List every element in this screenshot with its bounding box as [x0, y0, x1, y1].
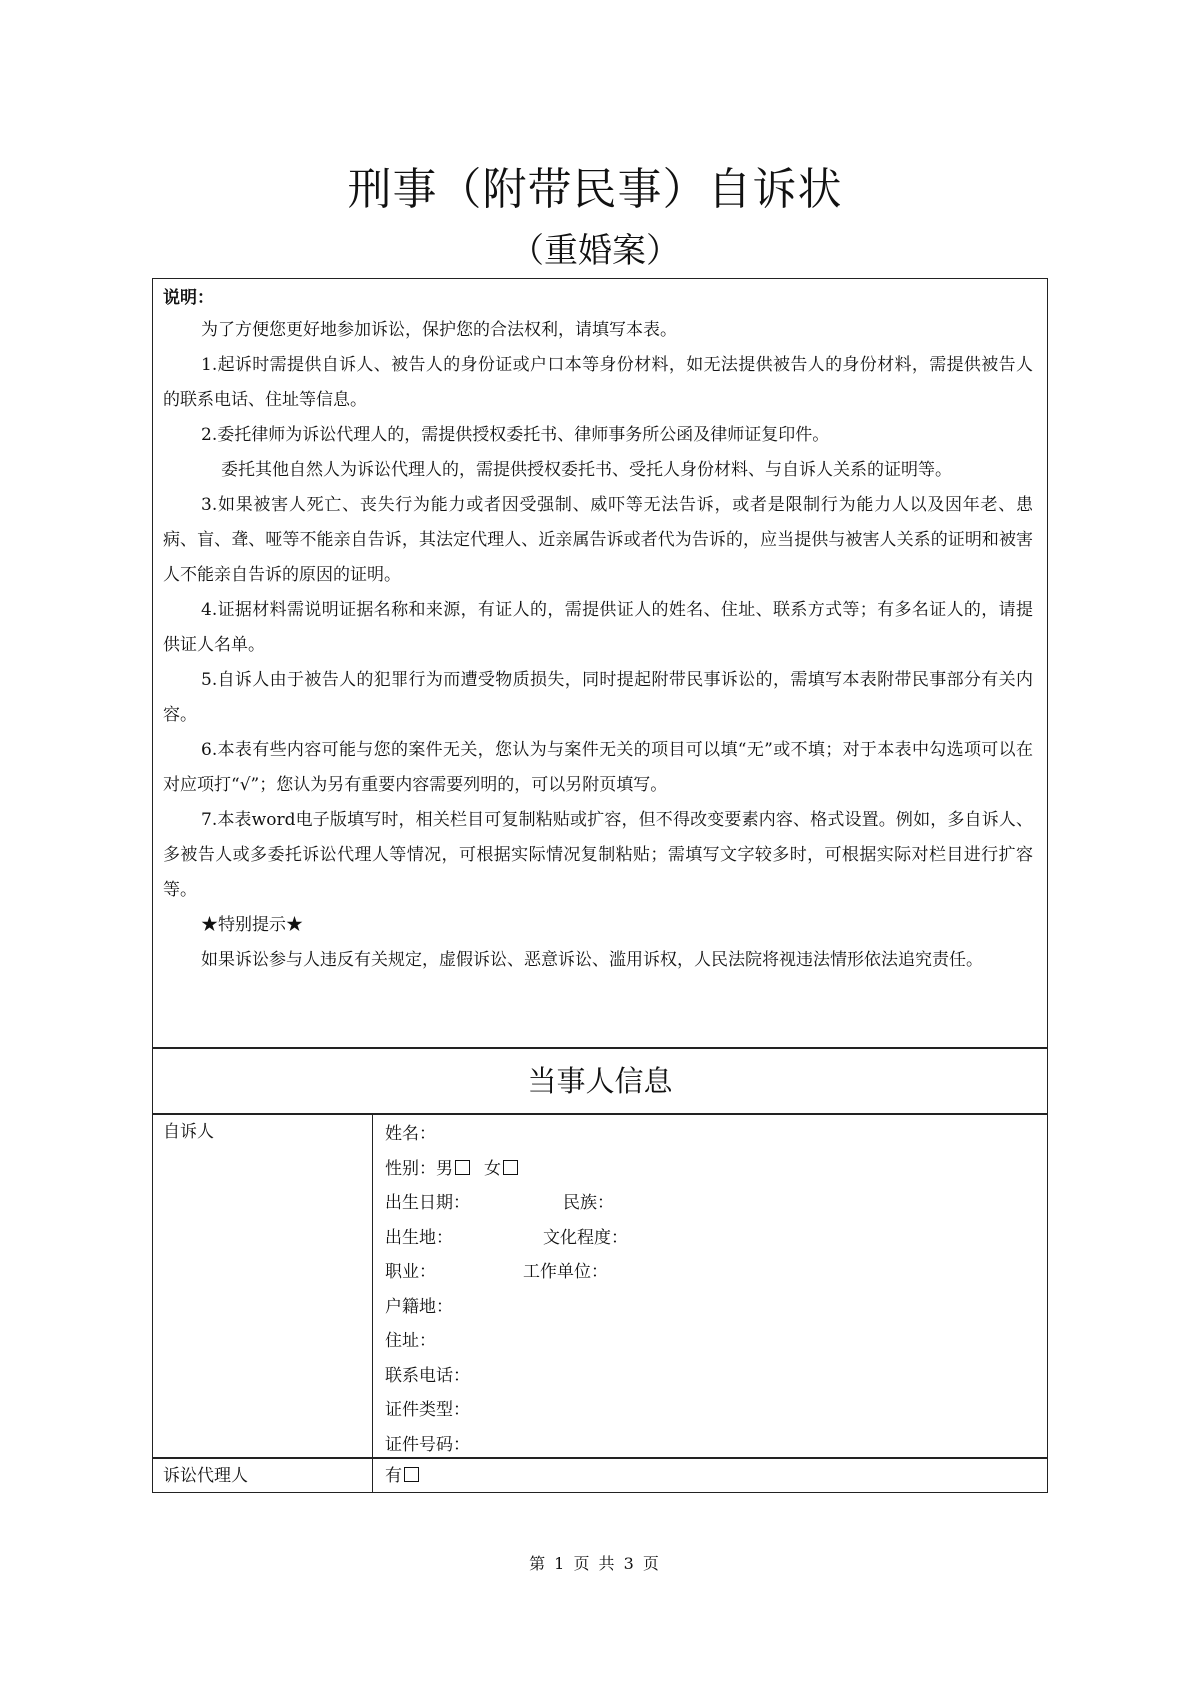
- special-notice-heading: ★特别提示★: [201, 915, 303, 935]
- occupation-employer-row: [385, 1255, 1035, 1290]
- instruction-paragraph: 委托其他自然人为诉讼代理人的，需提供授权委托书、受托人身份材料、与自诉人关系的证明等。: [221, 460, 952, 480]
- agent-label: 诉讼代理人: [153, 1458, 373, 1492]
- name-field[interactable]: [385, 1117, 1035, 1152]
- instructions-box: [152, 278, 1048, 1049]
- agent-fields: [373, 1458, 1047, 1498]
- birth-date-label: 出生日期：: [385, 1193, 470, 1213]
- birth-date-field[interactable]: [385, 1186, 563, 1221]
- female-option-label: 女: [484, 1158, 501, 1179]
- id-type-label: 证件类型：: [385, 1400, 470, 1420]
- plaintiff-label: 自诉人: [153, 1114, 373, 1458]
- ethnicity-label: 民族：: [563, 1193, 614, 1213]
- name-label: 姓名：: [385, 1124, 436, 1144]
- document-title: 刑事（附带民事）自诉状: [347, 164, 843, 215]
- address-field[interactable]: [385, 1324, 1035, 1359]
- employer-field[interactable]: [523, 1255, 608, 1290]
- male-option-label: 男: [436, 1158, 453, 1179]
- birthplace-label: 出生地：: [385, 1227, 453, 1248]
- agent-has-label: 有: [385, 1466, 402, 1486]
- agent-has-checkbox[interactable]: [404, 1467, 419, 1482]
- employer-label: 工作单位：: [523, 1262, 608, 1282]
- instruction-paragraph: 4.证据材料需说明证据名称和来源，有证人的，需提供证人的姓名、住址、联系方式等；有多名证人的，请提供证人名单。: [163, 600, 1033, 655]
- household-registration-label: 户籍地：: [385, 1296, 453, 1317]
- female-checkbox[interactable]: [503, 1160, 518, 1175]
- ethnicity-field[interactable]: [563, 1186, 614, 1221]
- plaintiff-row: [152, 1113, 1048, 1459]
- instructions-heading: 说明：: [163, 288, 214, 308]
- occupation-field[interactable]: [385, 1255, 523, 1290]
- birthplace-education-row: [385, 1221, 1035, 1256]
- occupation-label: 职业：: [385, 1262, 436, 1282]
- instruction-paragraph: 为了方便您更好地参加诉讼，保护您的合法权利，请填写本表。: [201, 320, 677, 340]
- instruction-paragraph: 7.本表word电子版填写时，相关栏目可复制粘贴或扩容，但不得改变要素内容、格式设置。例如，多自诉人、多被告人或多委托诉讼代理人等情况，可根据实际情况复制粘贴；需填写文字较多时，可根据实际对栏目进行扩容等。: [163, 810, 1033, 900]
- gender-label: 性别：: [385, 1158, 436, 1179]
- instruction-paragraph: 1.起诉时需提供自诉人、被告人的身份证或户口本等身份材料，如无法提供被告人的身份材料，需提供被告人的联系电话、住址等信息。: [163, 355, 1033, 410]
- phone-label: 联系电话：: [385, 1365, 470, 1386]
- education-label: 文化程度：: [543, 1227, 628, 1248]
- parties-section-heading: 当事人信息: [152, 1047, 1048, 1115]
- male-checkbox[interactable]: [455, 1160, 470, 1175]
- gender-field: [385, 1152, 1035, 1187]
- document-subtitle: （重婚案）: [510, 231, 680, 271]
- plaintiff-fields: [373, 1114, 1047, 1464]
- address-label: 住址：: [385, 1331, 436, 1351]
- instruction-paragraph: 5.自诉人由于被告人的犯罪行为而遭受物质损失，同时提起附带民事诉讼的，需填写本表附带民事部分有关内容。: [163, 670, 1033, 725]
- id-number-label: 证件号码：: [385, 1434, 470, 1455]
- page-number: 第 1 页 共 3 页: [529, 1554, 661, 1573]
- special-notice-text: 如果诉讼参与人违反有关规定，虚假诉讼、恶意诉讼、滥用诉权，人民法院将视违法情形依法追究责任。: [201, 950, 983, 970]
- instruction-paragraph: 3.如果被害人死亡、丧失行为能力或者因受强制、威吓等无法告诉，或者是限制行为能力人以及因年老、患病、盲、聋、哑等不能亲自告诉，其法定代理人、近亲属告诉或者代为告诉的，应当提供与被害人关系的证明和被害人不能亲自告诉的原因的证明。: [163, 495, 1033, 585]
- id-type-field[interactable]: [385, 1393, 1035, 1428]
- birth-ethnicity-row: [385, 1186, 1035, 1221]
- agent-row: [152, 1457, 1048, 1493]
- instruction-paragraph: 6.本表有些内容可能与您的案件无关，您认为与案件无关的项目可以填“无”或不填；对于本表中勾选项可以在对应项打“√”；您认为另有重要内容需要列明的，可以另附页填写。: [163, 740, 1033, 795]
- education-field[interactable]: [543, 1221, 628, 1256]
- instruction-paragraph: 2.委托律师为诉讼代理人的，需提供授权委托书、律师事务所公函及律师证复印件。: [201, 425, 830, 445]
- birthplace-field[interactable]: [385, 1221, 543, 1256]
- phone-field[interactable]: [385, 1359, 1035, 1394]
- household-registration-field[interactable]: [385, 1290, 1035, 1325]
